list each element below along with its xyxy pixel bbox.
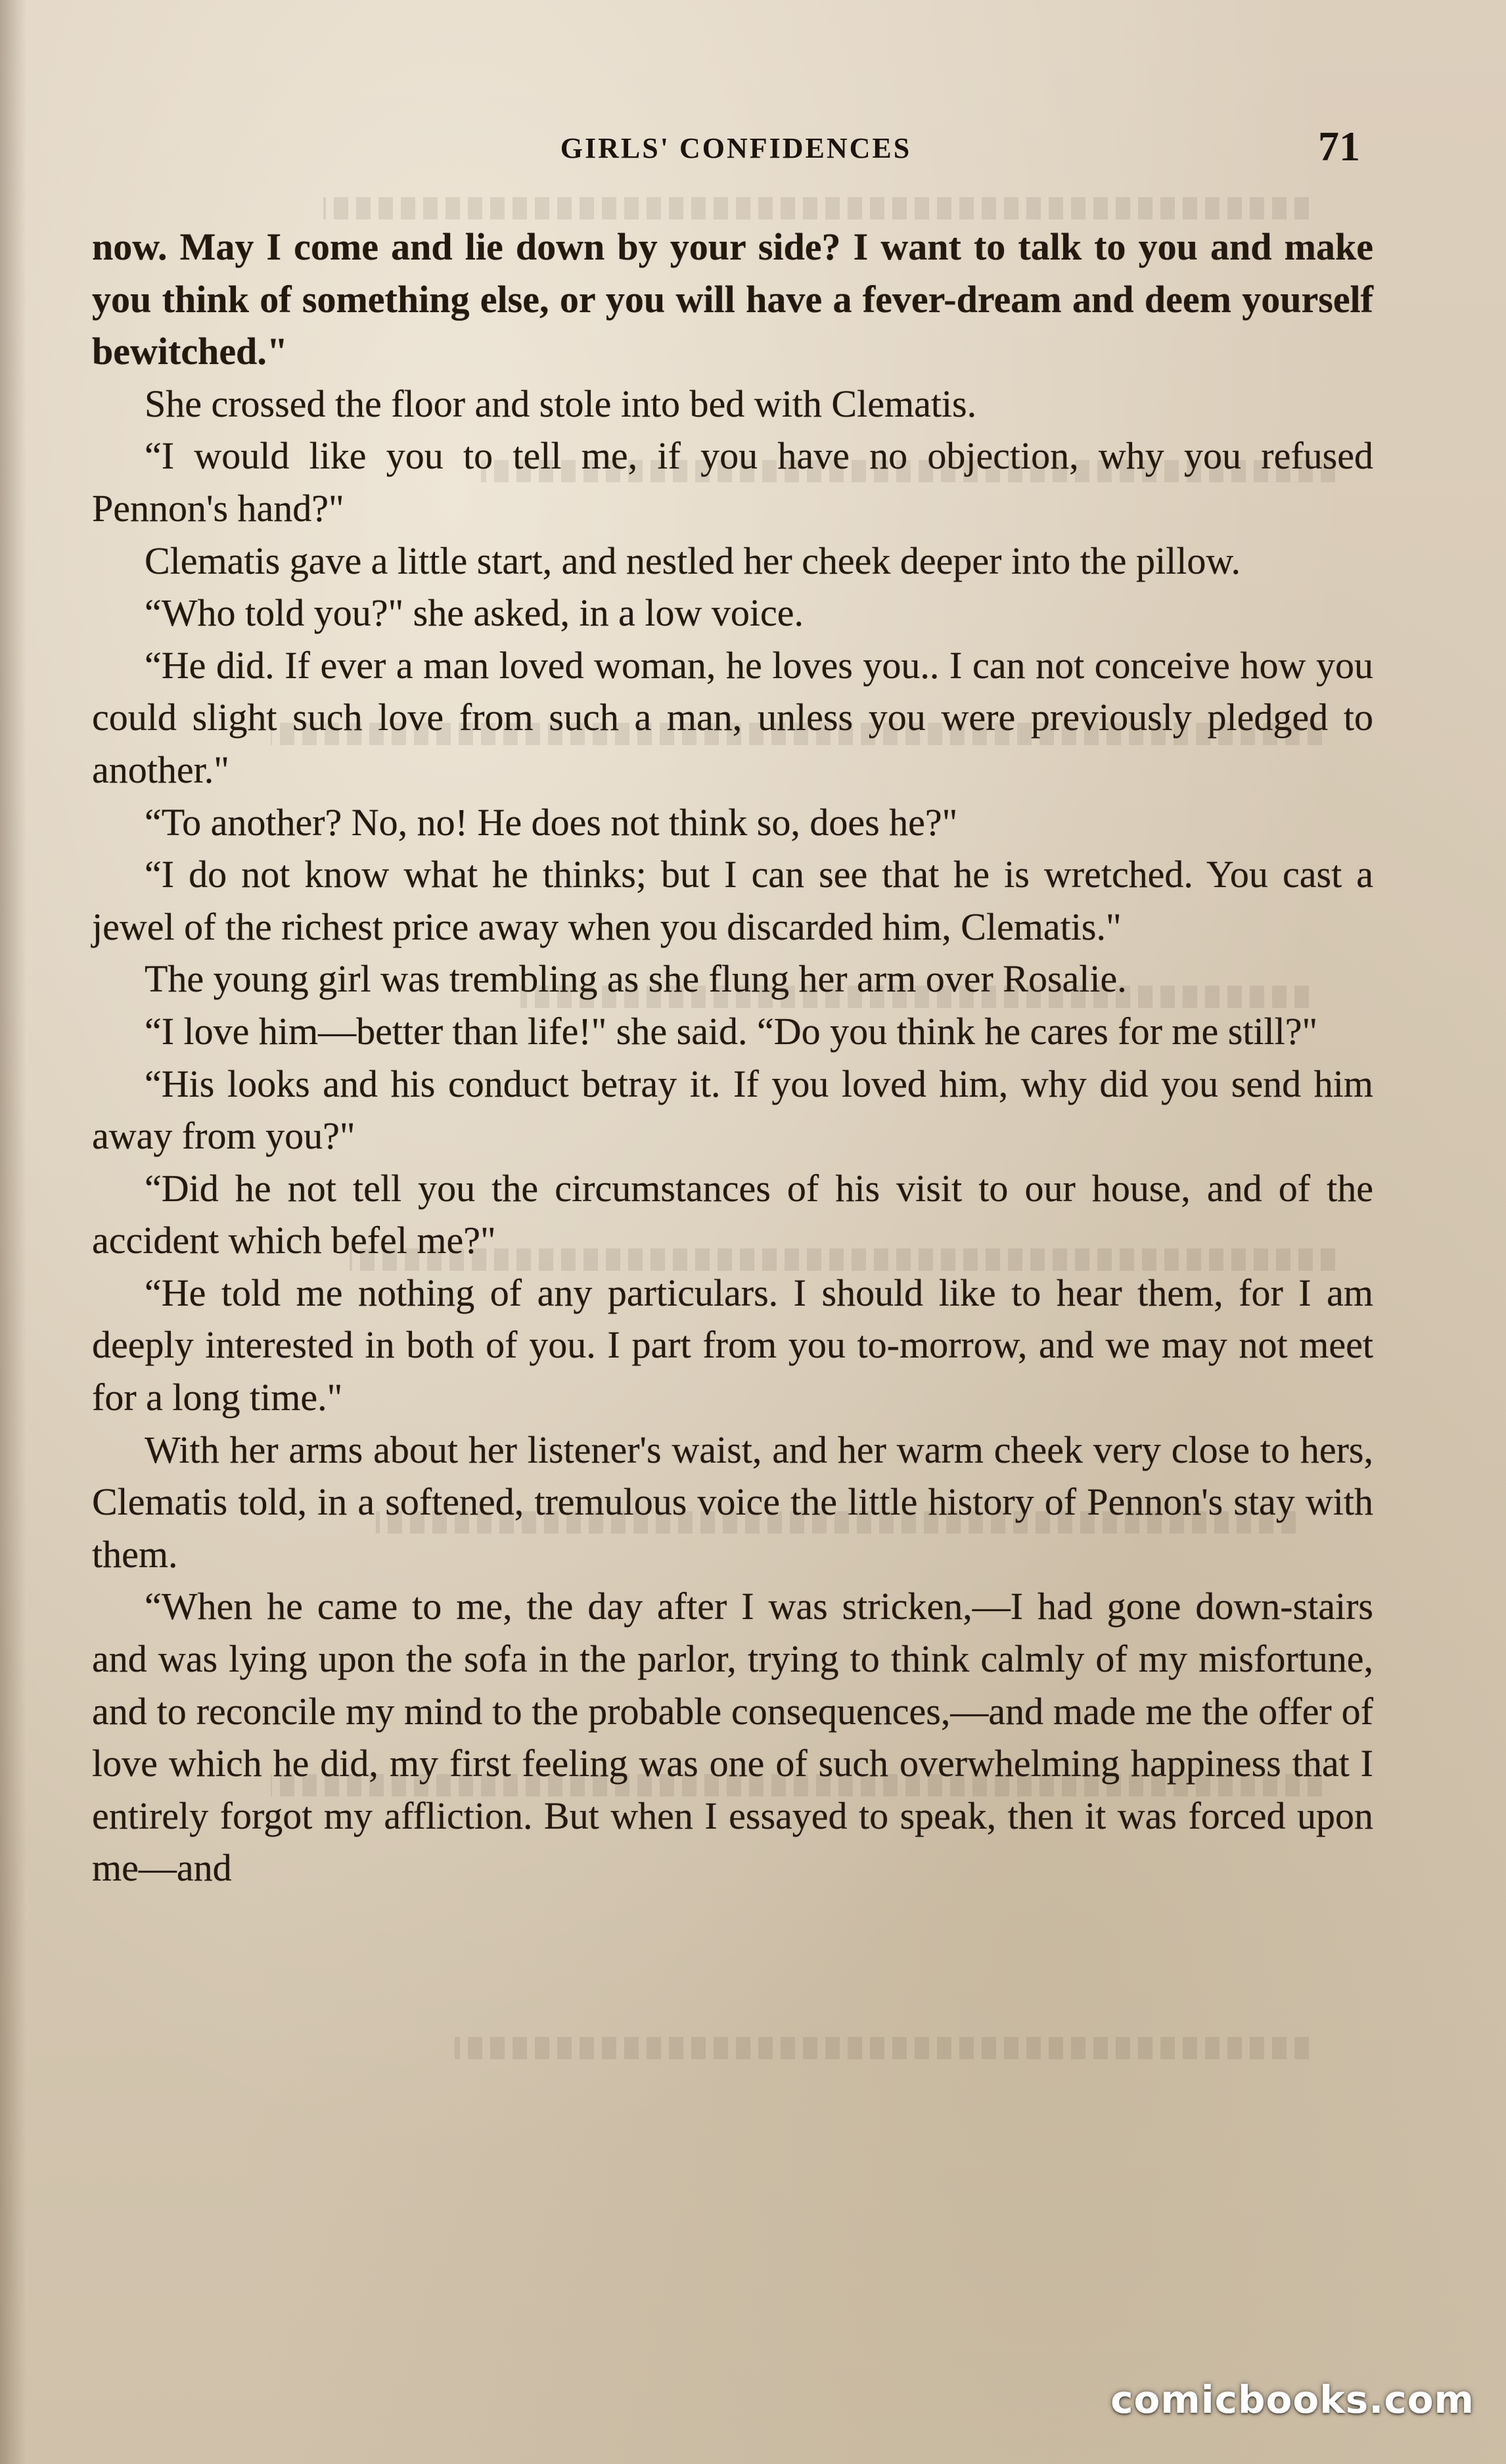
paragraph-11: “His looks and his conduct betray it. If you loved him, why did you send him away from you?" bbox=[92, 1062, 1373, 1158]
paragraph-6: “He did. If ever a man loved woman, he loves you.. I can not conceive how you could slight such love from such a man, unless you were previously pledged to another." bbox=[92, 643, 1373, 791]
paragraph-4: Clematis gave a little start, and nestled her cheek deeper into the pillow. bbox=[145, 539, 1241, 582]
site-watermark: comicbooks.com bbox=[1110, 2377, 1474, 2422]
paragraph-13: “He told me nothing of any particulars. I should like to hear them, for I am deeply interested in both of you. I part from you to-morrow, and we may not meet for a long time." bbox=[92, 1271, 1373, 1419]
paragraph-2: She crossed the floor and stole into bed with Clematis. bbox=[145, 382, 977, 425]
paragraph-15: “When he came to me, the day after I was stricken,—I had gone down-stairs and was lying upon the sofa in the parlor, trying to think calmly of my misfortune, and to reconcile my mind to the probable consequences,—and made me the offer of love which he did, my first feeling was one of such overwhelming happiness that I entirely forgot my affliction. But when I essayed to speak, then it was forced upon me—and bbox=[92, 1585, 1373, 1890]
paragraph-3: “I would like you to tell me, if you have no objection, why you refused Pennon's hand?" bbox=[92, 434, 1373, 530]
paragraph-14: With her arms about her listener's waist, and her warm cheek very close to hers, Clematis told, in a softened, tremulous voice the little history of Pennon's stay with them. bbox=[92, 1428, 1373, 1576]
page-number: 71 bbox=[1318, 123, 1360, 170]
paragraph-12: “Did he not tell you the circumstances of his visit to our house, and of the accident which befel me?" bbox=[92, 1166, 1373, 1262]
paragraph-1: now. May I come and lie down by your side? I want to talk to you and make you think of something else, or you will have a fever-dream and deem yourself bewitched." bbox=[92, 225, 1373, 373]
paragraph-7: “To another? No, no! He does not think so, does he?" bbox=[145, 800, 958, 844]
page-header bbox=[92, 118, 1380, 177]
running-head: GIRLS' CONFIDENCES bbox=[560, 132, 912, 164]
paragraph-8: “I do not know what he thinks; but I can see that he is wretched. You cast a jewel of the richest price away when you discarded him, Clematis." bbox=[92, 853, 1373, 948]
paragraph-9: The young girl was trembling as she flung her arm over Rosalie. bbox=[145, 957, 1127, 1001]
body-text bbox=[92, 221, 1373, 1894]
paragraph-10: “I love him—better than life!" she said. “Do you think he cares for me still?" bbox=[145, 1009, 1318, 1053]
paragraph-5: “Who told you?" she asked, in a low voice. bbox=[145, 591, 804, 635]
page-edge-shadow bbox=[0, 0, 26, 2464]
